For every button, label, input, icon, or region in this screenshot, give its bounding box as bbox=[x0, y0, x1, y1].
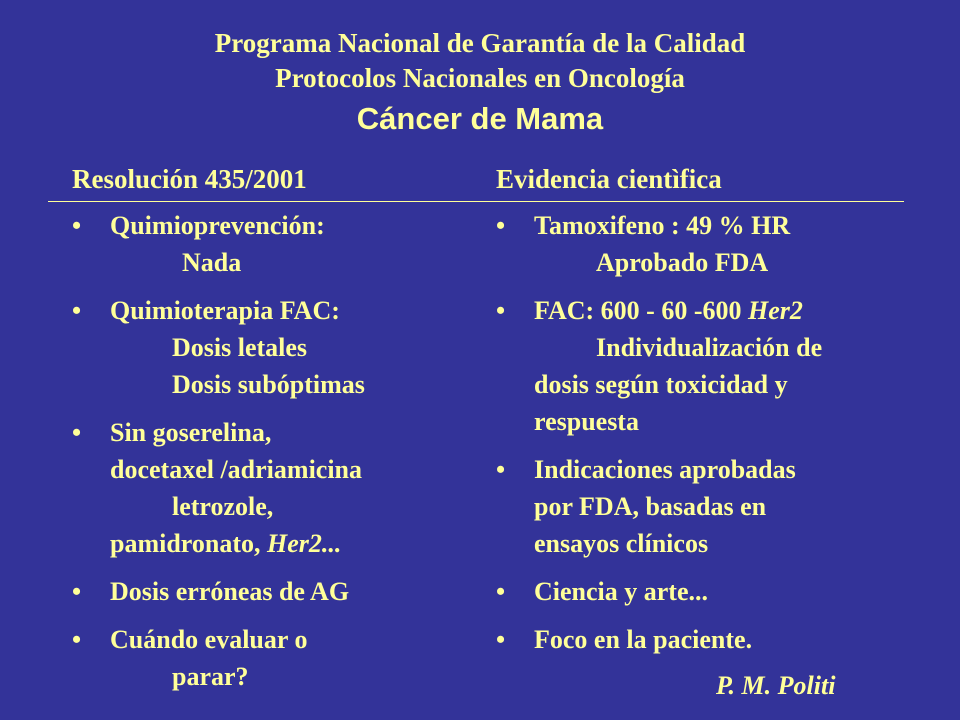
bullet-icon: • bbox=[72, 418, 82, 447]
list-item bbox=[496, 292, 916, 440]
bullet-icon: • bbox=[496, 577, 506, 606]
item-text: Individualización de bbox=[596, 333, 823, 362]
item-text: Foco en la paciente. bbox=[534, 625, 753, 654]
title-line-2: Protocolos Nacionales en Oncología bbox=[275, 63, 685, 93]
list-item bbox=[496, 207, 916, 281]
list-item bbox=[72, 573, 452, 610]
item-text bbox=[534, 292, 916, 329]
item-text: por FDA, basadas en bbox=[534, 492, 767, 521]
title-line-1: Programa Nacional de Garantía de la Calidad bbox=[214, 28, 746, 58]
item-text: Aprobado FDA bbox=[596, 248, 769, 277]
item-text-part: FAC: 600 - 60 -600 bbox=[534, 296, 748, 325]
list-item bbox=[72, 621, 452, 695]
bullet-icon: • bbox=[72, 625, 82, 654]
list-item bbox=[496, 451, 916, 562]
item-text: docetaxel /adriamicina bbox=[110, 455, 363, 484]
title-line-3: Cáncer de Mama bbox=[356, 101, 604, 136]
left-bullet-list bbox=[72, 207, 452, 706]
item-text-italic: Her2 bbox=[747, 296, 803, 325]
item-text: dosis según toxicidad y bbox=[534, 370, 788, 399]
bullet-icon: • bbox=[72, 211, 82, 240]
author-signature: P. M. Politi bbox=[716, 671, 836, 700]
list-item bbox=[496, 621, 916, 658]
bullet-icon: • bbox=[72, 296, 82, 325]
item-text: Dosis subóptimas bbox=[172, 370, 365, 399]
item-text: Quimioprevención: bbox=[110, 211, 325, 240]
item-text: ensayos clínicos bbox=[534, 529, 709, 558]
item-text: Ciencia y arte... bbox=[534, 577, 709, 606]
item-text: letrozole, bbox=[172, 492, 274, 521]
bullet-icon: • bbox=[496, 455, 506, 484]
item-text: Quimioterapia FAC: bbox=[110, 296, 340, 325]
right-bullet-list bbox=[496, 207, 916, 669]
left-column-heading: Resolución 435/2001 bbox=[72, 164, 307, 194]
item-text-italic: Her2... bbox=[267, 529, 342, 558]
heading-divider bbox=[48, 201, 904, 202]
item-text: Nada bbox=[182, 248, 242, 277]
bullet-icon: • bbox=[496, 211, 506, 240]
bullet-icon: • bbox=[496, 625, 506, 654]
item-text: Tamoxifeno : 49 % HR bbox=[534, 211, 791, 240]
item-text: Cuándo evaluar o bbox=[110, 625, 308, 654]
bullet-icon: • bbox=[496, 296, 506, 325]
item-text: respuesta bbox=[534, 407, 639, 436]
item-text: Dosis letales bbox=[172, 333, 308, 362]
item-text bbox=[110, 525, 452, 562]
list-item bbox=[496, 573, 916, 610]
item-text: Dosis erróneas de AG bbox=[110, 577, 350, 606]
item-text-part: pamidronato, bbox=[110, 529, 267, 558]
item-text: Indicaciones aprobadas bbox=[534, 455, 796, 484]
item-text: Sin goserelina, bbox=[110, 418, 272, 447]
right-column-heading: Evidencia cientìfica bbox=[496, 164, 722, 194]
list-item bbox=[72, 292, 452, 403]
list-item bbox=[72, 207, 452, 281]
list-item bbox=[72, 414, 452, 562]
bullet-icon: • bbox=[72, 577, 82, 606]
item-text: parar? bbox=[172, 662, 249, 691]
